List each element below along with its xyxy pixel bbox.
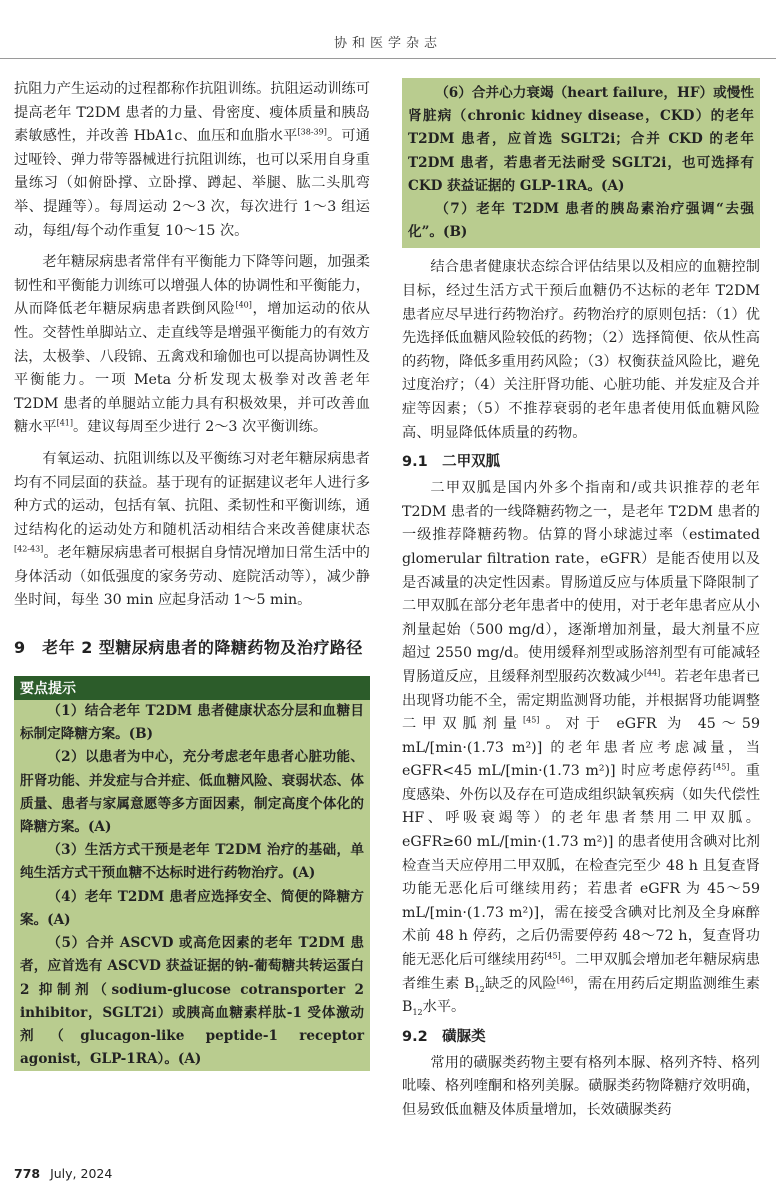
left-column [14,78,370,1071]
key-point: （7）老年 T2DM 患者的胰岛素治疗强调“去强化”。(B) [408,201,754,241]
citation: [46] [556,974,574,984]
citation: [38-39] [297,127,327,137]
key-points-title: 要点提示 [14,676,370,700]
key-point: （6）合并心力衰竭（heart failure，HF）或慢性肾脏病（chronic kidney disease，CKD）的老年 T2DM 患者，应首选 SGLT2i；合并 CKD 的老年 T2DM 患者，若患者无法耐受 SGLT2i，也可选择有 CKD 获益证据的 GLP-1RA。(A) [408,85,754,194]
page-header [0,0,776,59]
key-point: （2）以患者为中心，充分考虑老年患者心脏功能、肝肾功能、并发症与合并症、低血糖风险、衰弱状态、体质量、患者与家属意愿等多方面因素，制定高度个体化的降糖方案。(A) [20,749,364,836]
paragraph: 结合患者健康状态综合评估结果以及相应的血糖控制目标，经过生活方式干预后血糖仍不达标的老年 T2DM 患者应尽早进行药物治疗。药物治疗的原则包括：（1）优先选择低血糖风险较低的药物；（2）选择简便、依从性高的药物，降低多重用药风险；（3）权衡获益风险比，避免过度治疗；（4）关注肝肾功能、心脏功能、并发症及合并症等因素；（5）不推荐衰弱的老年患者使用低血糖风险高、明显降低体质量的药物。 [402,259,760,441]
page-footer [14,1166,112,1181]
citation: [44] [643,668,661,678]
subsection-heading: 9.1 二甲双胍 [402,454,501,471]
journal-title: 协和医学杂志 [333,36,442,51]
paragraph: 抗阻力产生运动的过程都称作抗阻训练。抗阻运动训练可提高老年 T2DM 患者的力量、骨密度、瘦体质量和胰岛素敏感性，并改善 HbA1c、血压和血脂水平[38-39]。可通过哑铃、弹力带等器械进行抗阻训练，也可以采用自身重量练习（如俯卧撑、立卧撑、蹲起、举腿、肱二头肌弯举、提踵等）。每周运动 2～3 次，每次进行 1～3 组运动，每组/每个动作重复 10～15 次。 [14,81,370,239]
section-heading: 9 老年 2 型糖尿病患者的降糖药物及治疗路径 [14,638,363,658]
key-point: （4）老年 T2DM 患者应选择安全、简便的降糖方案。(A) [20,888,364,928]
key-points-box [14,676,370,1071]
citation: [41] [56,418,73,428]
paragraph: 老年糖尿病患者常伴有平衡能力下降等问题，加强柔韧性和平衡能力训练可以增强人体的协调性和平衡能力，从而降低老年糖尿病患者跌倒风险[40]，增加运动的依从性。交替性单脚站立、走直线等是增强平衡能力的有效方法，太极拳、八段锦、五禽戏和瑜伽也可以提高协调性及平衡能力。一项 Meta 分析发现太极拳对改善老年 T2DM 患者的单腿站立能力具有积极效果，并可改善血糖水平[41]。建议每周至少进行 2～3 次平衡训练。 [14,254,370,436]
key-points-box-continued [402,78,760,248]
issue-date: July, 2024 [50,1166,113,1181]
paragraph: 常用的磺脲类药物主要有格列本脲、格列齐特、格列吡嗪、格列喹酮和格列美脲。磺脲类药物降糖疗效明确，但易致低血糖及体质量增加，长效磺脲类药 [402,1054,760,1119]
key-point: （5）合并 ASCVD 或高危因素的老年 T2DM 患者，应首选有 ASCVD 获益证据的钠-葡萄糖共转运蛋白 2 抑制剂（sodium-glucose cotransporter 2 inhibitor，SGLT2i）或胰高血糖素样肽-1 受体激动剂（glucagon-like peptide-1 receptor agonist，GLP-1RA）。(A) [20,935,364,1068]
citation: [45] [522,715,540,725]
citation: [45] [544,951,561,961]
right-column [402,78,760,1123]
paragraph: 有氧运动、抗阻训练以及平衡练习对老年糖尿病患者均有不同层面的获益。基于现有的证据建议老年人进行多种方式的运动，包括有氧、抗阻、柔韧性和平衡训练，通过结构化的运动处方和随机活动相结合来改善健康状态[42-43]。老年糖尿病患者可根据自身情况增加日常生活中的身体活动（如低强度的家务劳动、庭院活动等），减少静坐时间，每坐 30 min 应起身活动 1～5 min。 [14,450,370,609]
subsection-heading: 9.2 磺脲类 [402,1028,486,1045]
key-point: （3）生活方式干预是老年 T2DM 治疗的基础，单纯生活方式干预血糖不达标时进行药物治疗。(A) [20,842,364,882]
citation: [45] [712,762,730,772]
key-point: （1）结合老年 T2DM 患者健康状态分层和血糖目标制定降糖方案。(B) [20,703,364,743]
page-number: 778 [14,1166,41,1181]
citation: [40] [235,300,252,310]
paragraph: 二甲双胍是国内外多个指南和/或共识推荐的老年 T2DM 患者的一线降糖药物之一，是老年 T2DM 患者的一级推荐降糖药物。估算的肾小球滤过率（estimated glomerular filtration rate，eGFR）是能否使用以及是否减量的决定性因素。胃肠道反应与体质量下降限制了二甲双胍在部分老年患者中的使用，对于老年患者应从小剂量起始（500 mg/d），逐渐增加剂量，最大剂量不应超过 2550 mg/d。使用缓释剂型或肠溶剂型有可能减轻胃肠道反应，且缓释剂型服药次数减少[44]。若老年患者已出现肾功能不全，需定期监测肾功能，并根据肾功能调整二甲双胍剂量[45]。对于 eGFR 为 45～59 mL/[min·(1.73 m²)] 的老年患者应考虑减量，当 eGFR<45 mL/[min·(1.73 m²)] 时应考虑停药[45]。重度感染、外伤以及存在可造成组织缺氧疾病（如失代偿性 HF、呼吸衰竭等）的老年患者禁用二甲双胍。eGFR≥60 mL/[min·(1.73 m²)] 的患者使用含碘对比剂检查当天应停用二甲双胍，在检查完至少 48 h 且复查肾功能无恶化后可继续用药；若患者 eGFR 为 45～59 mL/[min·(1.73 m²)]，需在接受含碘对比剂及全身麻醉术前 48 h 停药，之后仍需要停药 48～72 h，复查肾功能无恶化后可继续用药[45]。二甲双胍会增加老年糖尿病患者维生素 $B_{12}$缺乏的风险[46]，需在用药后定期监测维生素 $B_{12}$水平。 [402,480,760,1018]
citation: [42-43] [14,544,44,554]
